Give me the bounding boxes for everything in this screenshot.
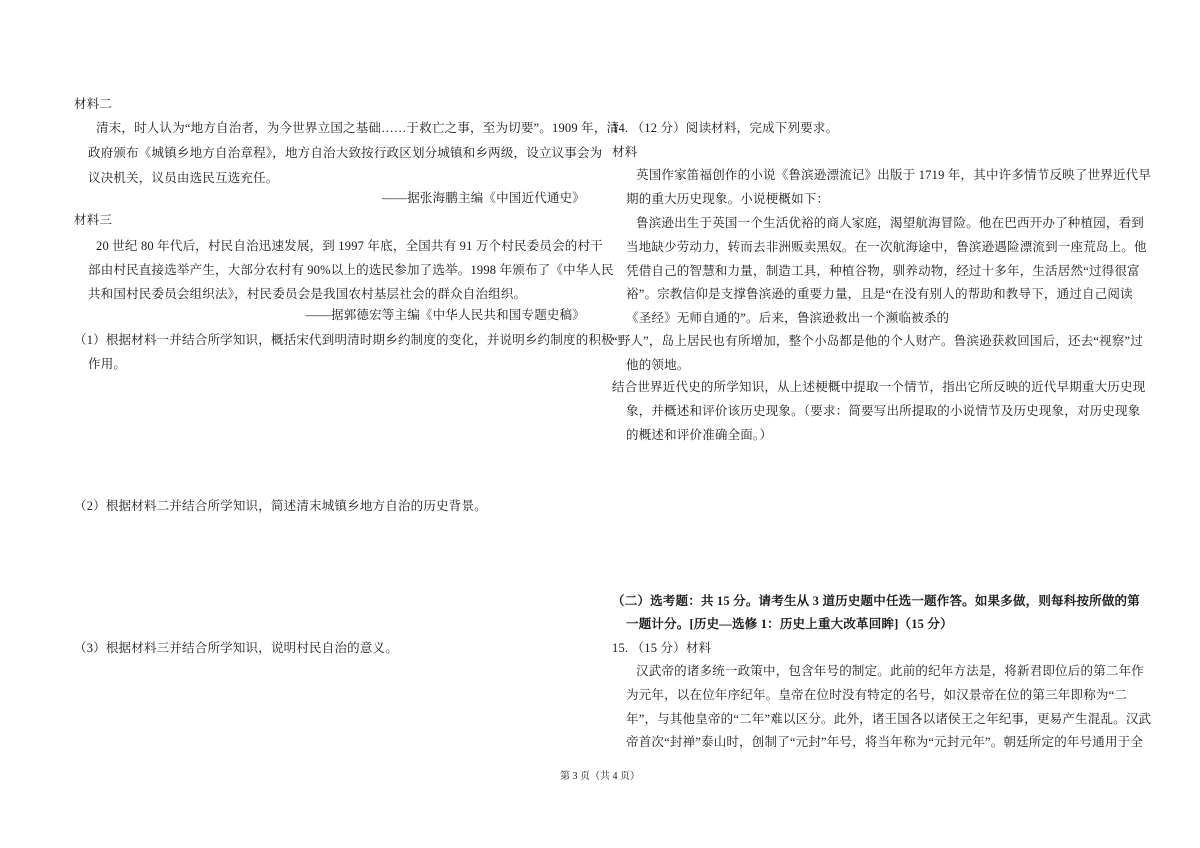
question-14-task: 象，并概述和评价该历史现象。（要求：简要写出所提取的小说情节及历史现象，对历史现象: [626, 404, 1141, 418]
question-1-cont: 作用。: [88, 357, 127, 371]
material2-source: ——据张海鹏主编《中国近代通史》: [381, 191, 585, 205]
question-14-line: 英国作家笛福创作的小说《鲁滨逊漂流记》出版于 1719 年，其中许多情节反映了世界近代早: [636, 168, 1152, 182]
question-15-line: 年”，与其他皇帝的“二年”难以区分。此外，诸王国各以诸侯王之年纪事，更易产生混乱。汉武: [626, 712, 1152, 726]
material2-line: 清末，时人认为“地方自治者，为今世界立国之基础……于救亡之事，至为切要”。1909 年，清: [96, 121, 620, 135]
section-2-heading-cont: 一题计分。[历史—选修 1：历史上重大改革回眸]（15 分）: [626, 617, 953, 631]
question-15-line: 汉武帝的诸多统一政策中，包含年号的制定。此前的纪年方法是，将新君即位后的第二年作: [636, 664, 1145, 678]
question-14-line: 凭借自己的智慧和力量，制造工具，种植谷物，驯养动物，经过十多年，生活居然“过得很富: [626, 264, 1140, 278]
question-14-line: 鲁滨逊出生于英国一个生活优裕的商人家庭，渴望航海冒险。他在巴西开办了种植园，看到: [636, 216, 1145, 230]
question-14-line: “野人”，岛上居民也有所增加，整个小岛都是他的个人财产。鲁滨逊获救回国后，还去“视察”过: [612, 334, 1143, 348]
material3-line: 20 世纪 80 年代后，村民自治迅速发展，到 1997 年底，全国共有 91 万个村民委员会的村干: [96, 239, 603, 253]
page-footer: 第 3 页（共 4 页）: [560, 771, 640, 782]
question-14-task: 的概述和评价准确全面。）: [626, 428, 773, 442]
material2-heading: 材料二: [74, 97, 113, 111]
material2-line: 政府颁布《城镇乡地方自治章程》，地方自治大致按行政区划分城镇和乡两级，设立议事会为: [88, 146, 603, 160]
material3-line: 共和国村民委员会组织法》，村民委员会是我国农村基层社会的群众自治组织。: [88, 287, 527, 301]
material3-line: 部由村民直接选举产生，大部分农村有 90%以上的选民参加了选举。1998 年颁布了《中华人民: [88, 263, 614, 277]
question-15-line: 为元年，以在位年序纪年。皇帝在位时没有特定的名号，如汉景帝在位的第三年即称为“二: [626, 688, 1128, 702]
section-2-heading: （二）选考题：共 15 分。请考生从 3 道历史题中任选一题作答。如果多做，则每科按所做的第: [612, 594, 1140, 608]
question-14-line: 他的领地。: [626, 358, 690, 372]
question-14-line: 裕”。宗教信仰是支撑鲁滨逊的重要力量，且是“在没有别人的帮助和教导下，通过自己阅读: [626, 287, 1133, 301]
material3-heading: 材料三: [74, 213, 113, 227]
question-14-line: 《圣经》无师自通的”。后来，鲁滨逊救出一个濒临被杀的: [626, 311, 950, 325]
material2-line: 议决机关，议员由选民互选充任。: [88, 171, 279, 185]
question-1: （1）根据材料一并结合所学知识，概括宋代到明清时期乡约制度的变化，并说明乡约制度的积极: [74, 333, 614, 347]
question-3: （3）根据材料三并结合所学知识，说明村民自治的意义。: [74, 641, 398, 655]
question-14-title: 14. （12 分）阅读材料，完成下列要求。: [612, 121, 839, 135]
question-15-title: 15. （15 分）材料: [612, 641, 712, 655]
question-15-line: 帝首次“封禅”泰山时，创制了“元封”年号，将当年称为“元封元年”。朝廷所定的年号通用于全: [626, 735, 1144, 749]
question-14-line: 当地缺少劳动力，转而去非洲贩卖黑奴。在一次航海途中，鲁滨逊遇险漂流到一座荒岛上。他: [626, 240, 1147, 254]
material3-source: ——据郭德宏等主编《中华人民共和国专题史稿》: [305, 308, 585, 322]
question-14-task: 结合世界近代史的所学知识，从上述梗概中提取一个情节，指出它所反映的近代早期重大历史现: [612, 380, 1146, 394]
question-14-material-label: 材料: [612, 145, 638, 159]
question-2: （2）根据材料二并结合所学知识，简述清末城镇乡地方自治的历史背景。: [74, 499, 487, 513]
question-14-line: 期的重大历史现象。小说梗概如下：: [626, 192, 830, 206]
